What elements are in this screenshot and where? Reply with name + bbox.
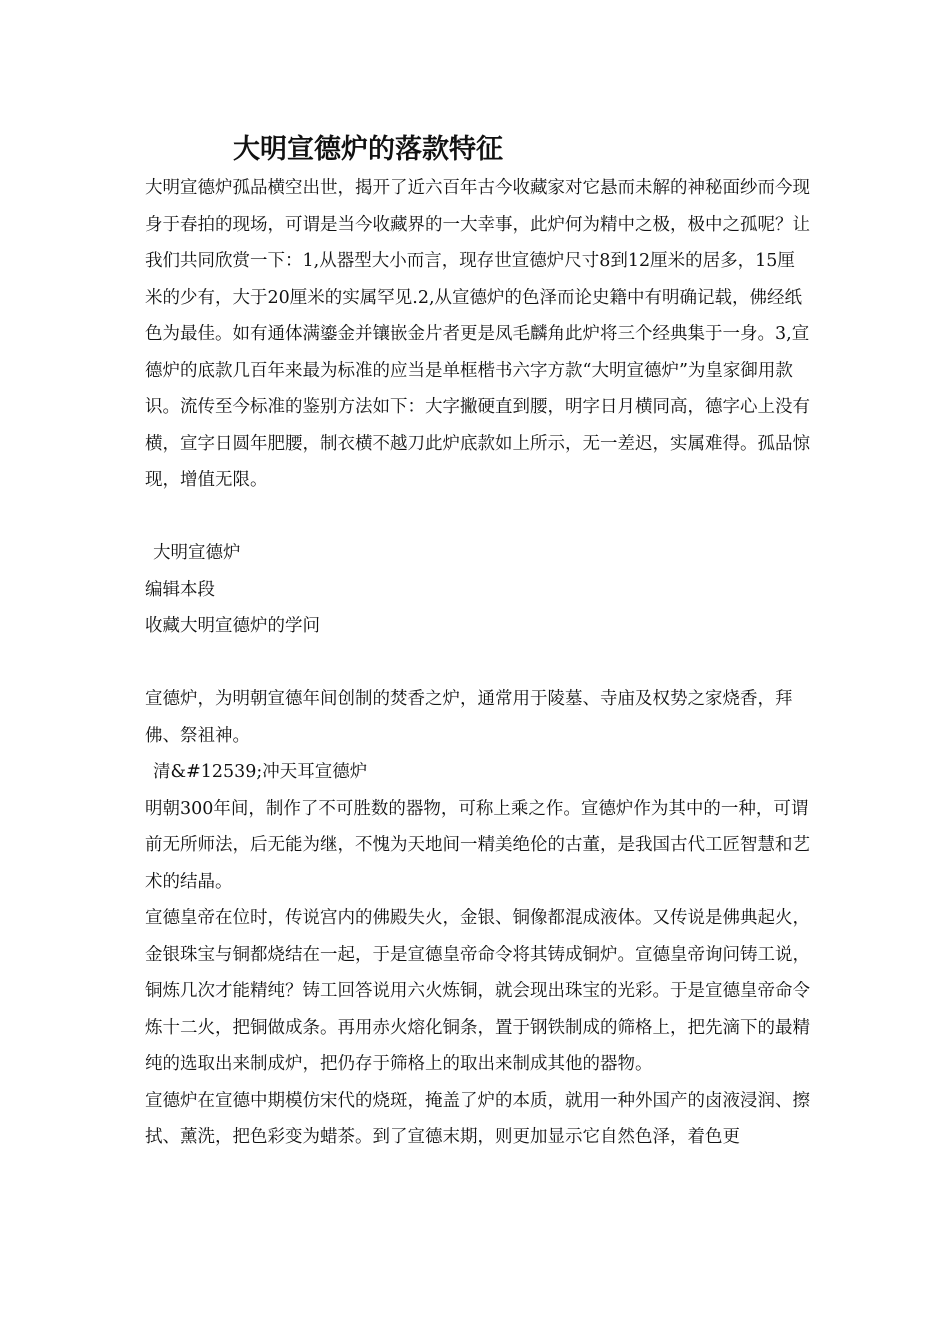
image-caption: 大明宣德炉 [153, 543, 241, 563]
intro-paragraph: 大明宣德炉孤品横空出世，揭开了近六百年古今收藏家对它悬而未解的神秘面纱而今现身于春拍的现场，可谓是当今收藏界的一大幸事，此炉何为精中之极，极中之孤呢？让我们共同欣赏一下：1,从器型大小而言，现存世宣德炉尺寸8到12厘米的居多，15厘米的少有，大于20厘米的实属罕见.2,从宣德炉的色泽而论史籍中有明确记载，佛经纸色为最佳。如有通体满鎏金并镶嵌金片者更是凤毛麟角此炉将三个经典集于一身。3,宣德炉的底款几百年来最为标准的应当是单框楷书六字方款“大明宣德炉”为皇家御用款识。流传至今标准的鉴别方法如下：大字撇硬直到腰，明字日月横同高，德字心上没有横，宣字日圆年肥腰，制衣横不越刀此炉底款如上所示，无一差迟，实属难得。孤品惊现，增值无限。 [145, 178, 810, 490]
history-paragraph: 明朝300年间，制作了不可胜数的器物，可称上乘之作。宣德炉作为其中的一种，可谓前无所师法，后无能为继，不愧为天地间一精美绝伦的古董，是我国古代工匠智慧和艺术的结晶。 [145, 798, 810, 892]
document-page [145, 130, 810, 1156]
legend-paragraph: 宣德皇帝在位时，传说宫内的佛殿失火，金银、铜像都混成液体。又传说是佛典起火，金银珠宝与铜都烧结在一起，于是宣德皇帝命令将其铸成铜炉。宣德皇帝询问铸工说，铜炼几次才能精纯？铸工回答说用六火炼铜，就会现出珠宝的光彩。于是宣德皇帝命令炼十二火，把铜做成条。再用赤火熔化铜条，置于钢铁制成的筛格上，把先滴下的最精纯的选取出来制成炉，把仍存于筛格上的取出来制成其他的器物。 [145, 908, 810, 1074]
blank-line [145, 499, 810, 536]
color-paragraph: 宣德炉在宣德中期模仿宋代的烧斑，掩盖了炉的本质，就用一种外国产的卤液浸润、擦拭、薰洗，把色彩变为蜡茶。到了宣德末期，则更加显示它自然色泽，着色更 [145, 1090, 810, 1147]
edit-section-link[interactable]: 编辑本段 [145, 579, 215, 600]
section-heading: 收藏大明宣德炉的学问 [145, 616, 320, 636]
blank-line [145, 645, 810, 682]
image-caption: 清&#12539;冲天耳宣德炉 [153, 762, 368, 782]
definition-paragraph: 宣德炉，为明朝宣德年间创制的焚香之炉，通常用于陵墓、寺庙及权势之家烧香，拜佛、祭祖神。 [145, 689, 793, 746]
document-title: 大明宣德炉的落款特征 [233, 134, 503, 165]
